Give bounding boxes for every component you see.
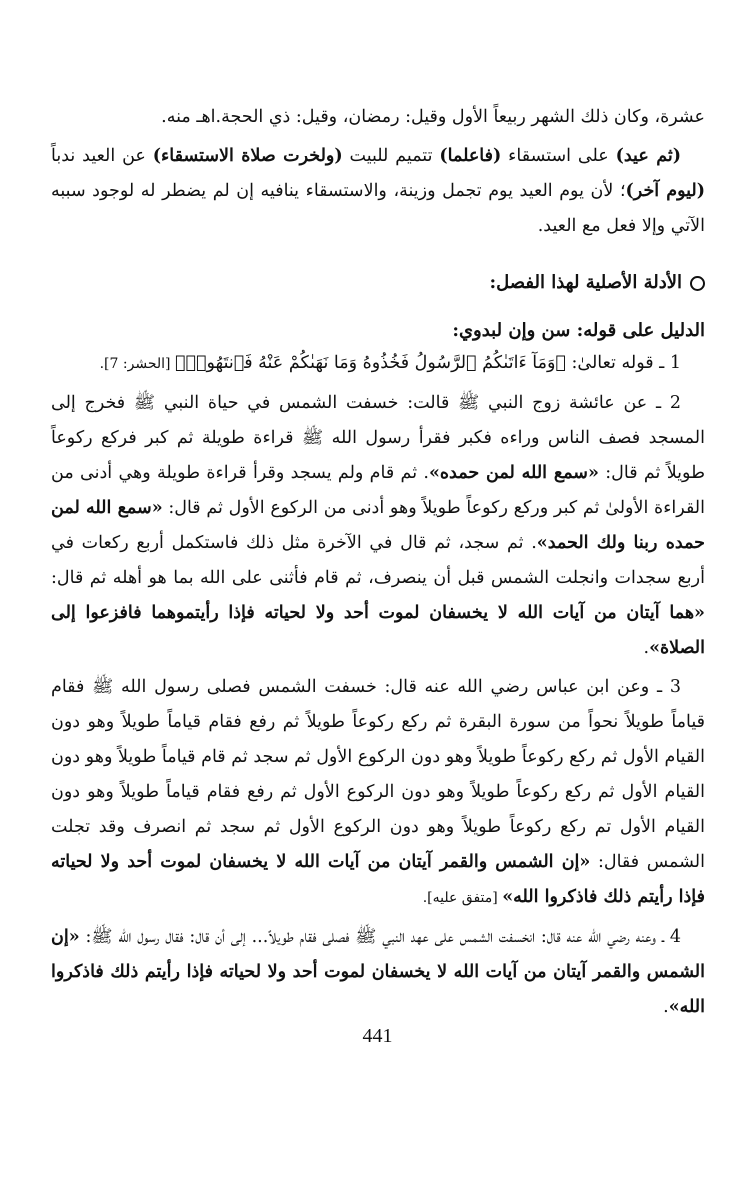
section-heading-text: الأدلة الأصلية لهذا الفصل:: [489, 272, 682, 293]
evidence-3-hadith: «إن الشمس والقمر آيتان من آيات الله لا يخسفان لموت أحد ولا لحياته فإذا رأيتم ذلك فاذكروا الله»: [51, 852, 705, 907]
intro-text-2: تتميم للبيت: [342, 146, 440, 166]
circle-bullet-icon: [690, 276, 705, 291]
evidence-2-text-3: . ثم سجد، ثم قال في الآخرة مثل ذلك فاستكمل أربع ركعات في أربع سجدات وانجلت الشمس قبل أن ينصرف، ثم قام فأثنى على الله بما هو أهله ثم قال:: [51, 533, 705, 588]
evidence-4: [51, 920, 705, 1025]
section-heading-row: [51, 268, 705, 298]
evidence-2-text-1: 2 ـ عن عائشة زوج النبي ﷺ قالت: خسفت الشمس في حياة النبي ﷺ فخرج إلى المسجد فصف الناس وراءه فكبر فقرأ رسول الله ﷺ قراءة طويلة ثم كبر فركع ركوعاً طويلاً ثم قال:: [51, 393, 705, 483]
intro-text-1: على استسقاء: [501, 146, 616, 166]
intro-section: [51, 100, 705, 244]
intro-text-3: عن العيد ندباً: [51, 146, 153, 166]
evidence-2-hadith-1: «سمع الله لمن حمده»: [428, 463, 599, 483]
section-heading: [51, 268, 705, 298]
evidence-3-reference: [متفق عليه].: [422, 890, 503, 906]
evidence-4-text-1: 4 ـ وعنه رضي الله عنه قال: انخسفت الشمس على عهد النبي ﷺ فصلى فقام طويلاً... إلى أن قال: فقال رسول الله ﷺ:: [79, 927, 681, 947]
evidence-2-hadith-2: «سمع الله لمن حمده ربنا ولك الحمد»: [51, 498, 706, 553]
evidence-4-hadith: «إن الشمس والقمر آيتان من آيات الله لا يخسفان لموت أحد ولا لحياته فإذا رأيتم ذلك فاذكروا الله»: [51, 927, 705, 1017]
intro-bold-1: (ثم عيد): [615, 146, 681, 166]
intro-line: عشرة، وكان ذلك الشهر ربيعاً الأول وقيل: رمضان، وقيل: ذي الحجة.اهـ منه.: [161, 107, 705, 127]
evidence-3-text-1: 3 ـ وعن ابن عباس رضي الله عنه قال: خسفت الشمس فصلى رسول الله ﷺ فقام قياماً طويلاً نحواً من سورة البقرة ثم ركع ركوعاً طويلاً ثم رفع فقام قياماً طويلاً وهو دون القيام الأول ثم ركع ركوعاً طويلاً وهو دون الركوع الأول ثم سجد ثم قام قياماً طويلاً وهو دون القيام الأول ثم ركع ركوعاً طويلاً وهو دون الركوع الأول ثم رفع فقام قياماً طويلاً وهو دون القيام الأول تم ركع ركوعاً طويلاً وهو دون الركوع الأول ثم سجد ثم انصرف وقد تجلت الشمس فقال:: [51, 677, 705, 872]
intro-bold-3: (ولخرت صلاة الاستسقاء): [152, 146, 343, 166]
evidence-2-hadith-3: «هما آيتان من آيات الله لا يخسفان لموت أحد ولا لحياته فإذا رأيتموهما فافزعوا إلى الصلاة»: [51, 603, 705, 658]
evidence-1: [51, 346, 705, 382]
evidence-1-reference: [الحشر: 7].: [99, 356, 175, 372]
intro-paragraph: [51, 139, 705, 244]
evidence-heading: الدليل على قوله: سن وإن لبدوي:: [452, 320, 705, 341]
intro-bold-4: (ليوم آخر): [625, 181, 706, 201]
evidence-1-text: 1 ـ قوله تعالىٰ: ﴿وَمَآ ءَاتَىٰكُمُ ٱلرَّسُولُ فَخُذُوهُ وَمَا نَهَىٰكُمْ عَنْهُ فَٱنتَهُوا۟﴾: [174, 353, 681, 373]
intro-bold-2: (فاعلما): [439, 146, 502, 166]
evidence-3: [51, 670, 705, 916]
page-number: 441: [362, 1025, 393, 1047]
evidence-section: [51, 316, 705, 1025]
intro-text-4: ؛ لأن يوم العيد يوم تجمل وزينة، والاستسقاء ينافيه إن لم يضطر له لوجود سببه الآتي وإلا فعل مع العيد.: [51, 181, 705, 236]
evidence-4-text-2: .: [663, 997, 669, 1017]
evidence-2-text-2: . ثم قام ولم يسجد وقرأ قراءة طويلة وهي أدنى من القراءة الأولىٰ ثم كبر وركع ركوعاً طويلاً وهو أدنى من الركوع الأول ثم قال:: [51, 463, 705, 518]
evidence-2: [51, 386, 705, 666]
evidence-2-text-4: .: [643, 638, 650, 658]
